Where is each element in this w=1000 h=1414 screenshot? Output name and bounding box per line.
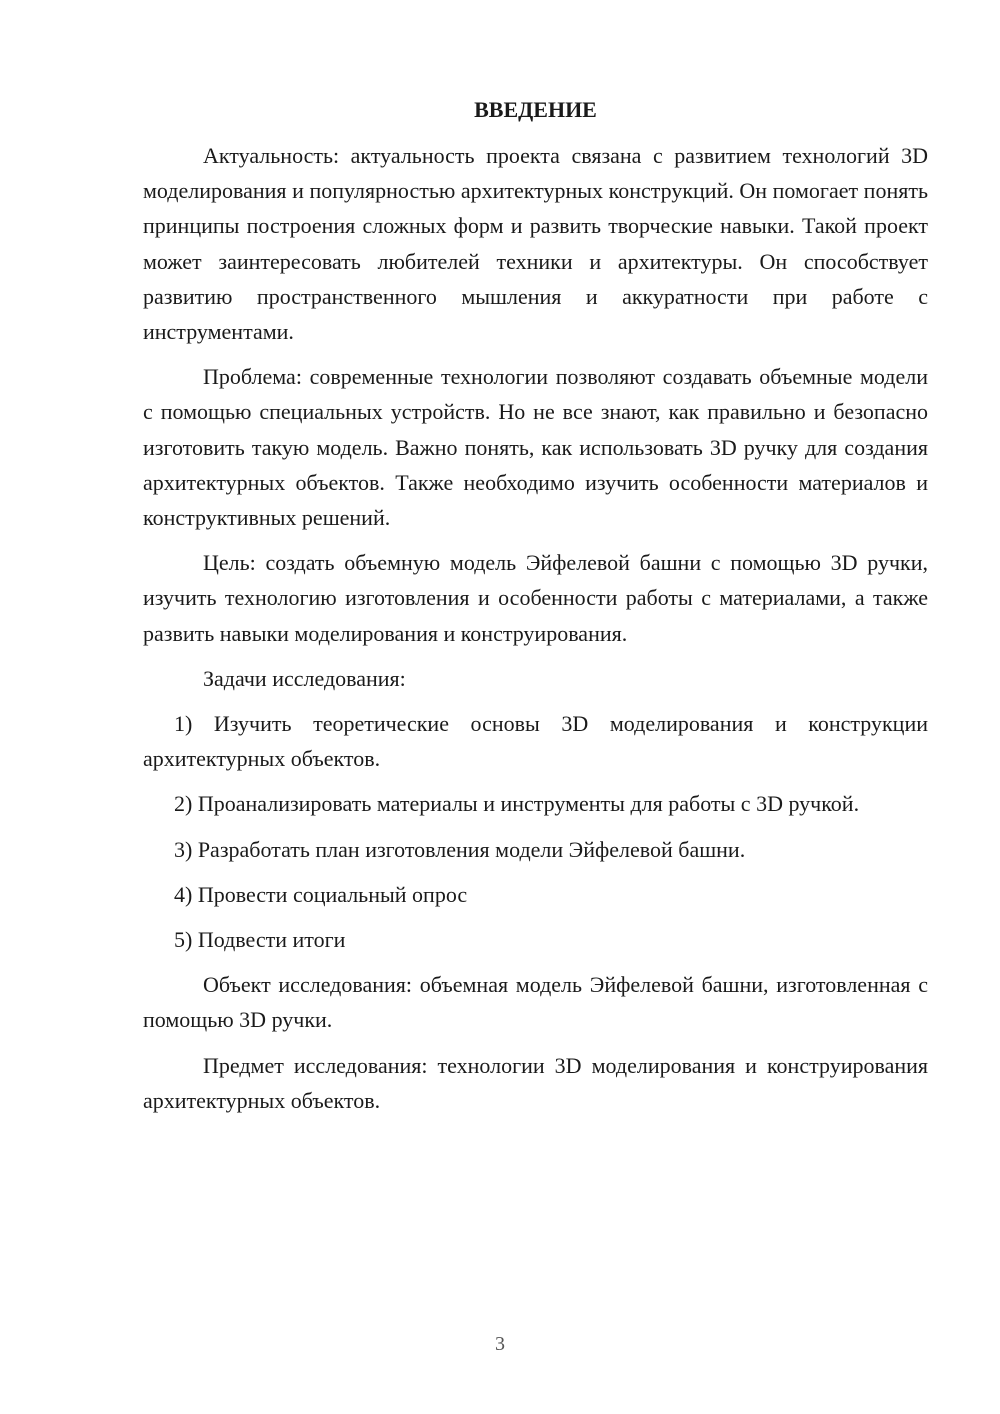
- task-item-3: 3) Разработать план изготовления модели Эйфелевой башни.: [174, 836, 746, 862]
- page-content: [143, 94, 928, 1128]
- tasks-heading: Задачи исследования:: [203, 665, 406, 691]
- section-title: ВВЕДЕНИЕ: [474, 97, 597, 122]
- relevance-paragraph: Актуальность: актуальность проекта связана с развитием технологий 3D моделирования и популярностью архитектурных конструкций. Он помогает понять принципы построения сложных форм и развить творческие навыки. Такой проект может заинтересовать любителей техники и архитектуры. Он способствует развитию пространственного мышления и аккуратности при работе с инструментами.: [143, 143, 928, 345]
- page-number: 3: [495, 1333, 505, 1355]
- problem-paragraph: Проблема: современные технологии позволяют создавать объемные модели с помощью специальных устройств. Но не все знают, как правильно и безопасно изготовить такую модель. Важно понять, как использовать 3D ручку для создания архитектурных объектов. Также необходимо изучить особенности материалов и конструктивных решений.: [143, 364, 928, 531]
- task-item-2: 2) Проанализировать материалы и инструменты для работы с 3D ручкой.: [174, 791, 860, 817]
- goal-paragraph: Цель: создать объемную модель Эйфелевой башни с помощью 3D ручки, изучить технологию изготовления и особенности работы с материалами, а также развить навыки моделирования и конструирования.: [143, 550, 928, 646]
- subject-paragraph: Предмет исследования: технологии 3D моделирования и конструирования архитектурных объектов.: [143, 1052, 928, 1113]
- object-paragraph: Объект исследования: объемная модель Эйфелевой башни, изготовленная с помощью 3D ручки.: [143, 972, 928, 1033]
- task-item-4: 4) Провести социальный опрос: [174, 881, 468, 907]
- task-item-1: 1) Изучить теоретические основы 3D моделирования и конструкции архитектурных объектов.: [143, 711, 928, 772]
- task-item-5: 5) Подвести итоги: [174, 927, 346, 953]
